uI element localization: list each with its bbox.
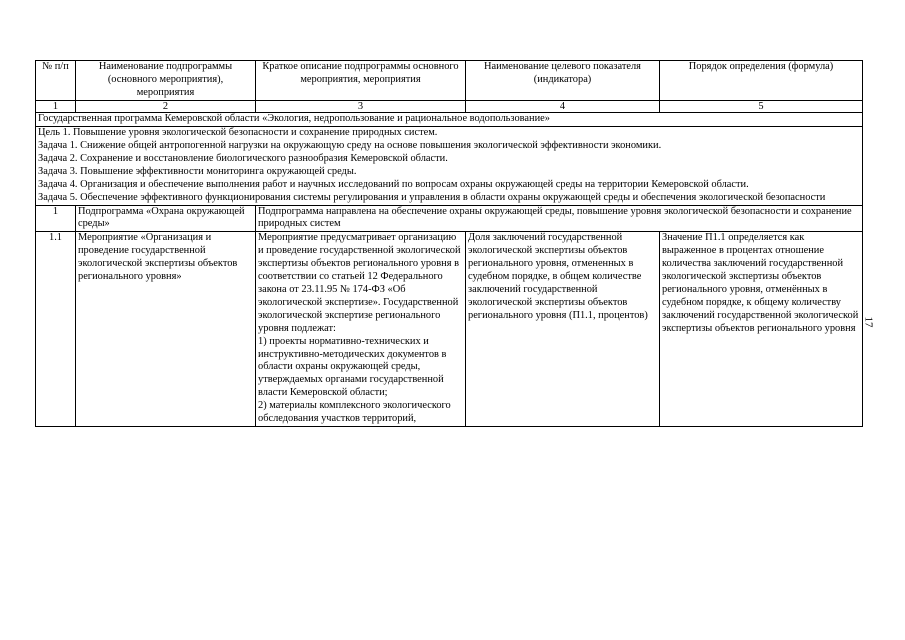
subprogram-name: Подпрограмма «Охрана окружающей среды»	[76, 205, 256, 232]
measure-indicator: Доля заключений государственной экологической экспертизы объектов регионального уровня, отмененных в судебном порядке, в общем количестве заключений государственной экологической экспертизы объектов регионального уровня (П1.1, процентов)	[466, 232, 660, 427]
column-number-cell: 3	[256, 100, 466, 113]
header-cell-number: № п/п	[36, 61, 76, 101]
header-cell-indicator: Наименование целевого показателя (индикатора)	[466, 61, 660, 101]
task-line: Задача 1. Снижение общей антропогенной нагрузки на окружающую среду на основе повышения экологической эффективности экономики.	[38, 140, 662, 152]
measure-number: 1.1	[36, 232, 76, 427]
column-number-cell: 1	[36, 100, 76, 113]
page-number: 17	[862, 316, 875, 328]
goal-line: Цель 1. Повышение уровня экологической безопасности и сохранение природных систем.	[38, 127, 438, 139]
column-number-cell: 2	[76, 100, 256, 113]
task-line: Задача 5. Обеспечение эффективного функционирования системы регулирования и управления в области охраны окружающей среды и обеспечения экологической безопасности	[38, 191, 826, 203]
header-cell-formula: Порядок определения (формула)	[660, 61, 863, 101]
goals-and-tasks	[36, 127, 863, 205]
column-number-cell: 5	[660, 100, 863, 113]
indicators-table	[35, 60, 863, 427]
header-cell-name: Наименование подпрограммы (основного мероприятия), мероприятия	[76, 61, 256, 101]
subprogram-row	[36, 205, 863, 232]
goals-row	[36, 127, 863, 205]
subprogram-description: Подпрограмма направлена на обеспечение охраны окружающей среды, повышение уровня экологической безопасности и сохранение природных систем	[256, 205, 863, 232]
measure-description: Мероприятие предусматривает организацию и проведение государственной экологической экспертизы объектов регионального уровня в соответствии со статьей 12 Федерального закона от 23.11.95 № 174-ФЗ «Об экологической экспертизе». Государственной экологической экспертизе регионального уровня подлежат: 1) проекты нормативно-технических и инструктивно-методических документов в области охраны окружающей среды, утверждаемых органами государственной власти Кемеровской области; 2) материалы комплексного экологического обследования участков территорий,	[256, 232, 466, 427]
measure-name: Мероприятие «Организация и проведение государственной экологической экспертизы объектов регионального уровня»	[76, 232, 256, 427]
column-number-row	[36, 100, 863, 113]
program-title-row	[36, 113, 863, 127]
header-cell-description: Краткое описание подпрограммы основного мероприятия, мероприятия	[256, 61, 466, 101]
program-title: Государственная программа Кемеровской области «Экология, недропользование и рациональное водопользование»	[36, 113, 863, 127]
task-line: Задача 4. Организация и обеспечение выполнения работ и научных исследований по вопросам охраны окружающей среды на территории Кемеровской области.	[38, 178, 749, 190]
task-line: Задача 3. Повышение эффективности мониторинга окружающей среды.	[38, 165, 357, 177]
task-line: Задача 2. Сохранение и восстановление биологического разнообразия Кемеровской области.	[38, 152, 448, 164]
header-row	[36, 61, 863, 101]
column-number-cell: 4	[466, 100, 660, 113]
measure-formula: Значение П1.1 определяется как выраженное в процентах отношение количества заключений государственной экологической экспертизы объектов регионального уровня, отменённых в судебном порядке, к общему количеству заключений государственной экологической экспертизы объектов регионального уровня	[660, 232, 863, 427]
subprogram-number: 1	[36, 205, 76, 232]
measure-row	[36, 232, 863, 427]
